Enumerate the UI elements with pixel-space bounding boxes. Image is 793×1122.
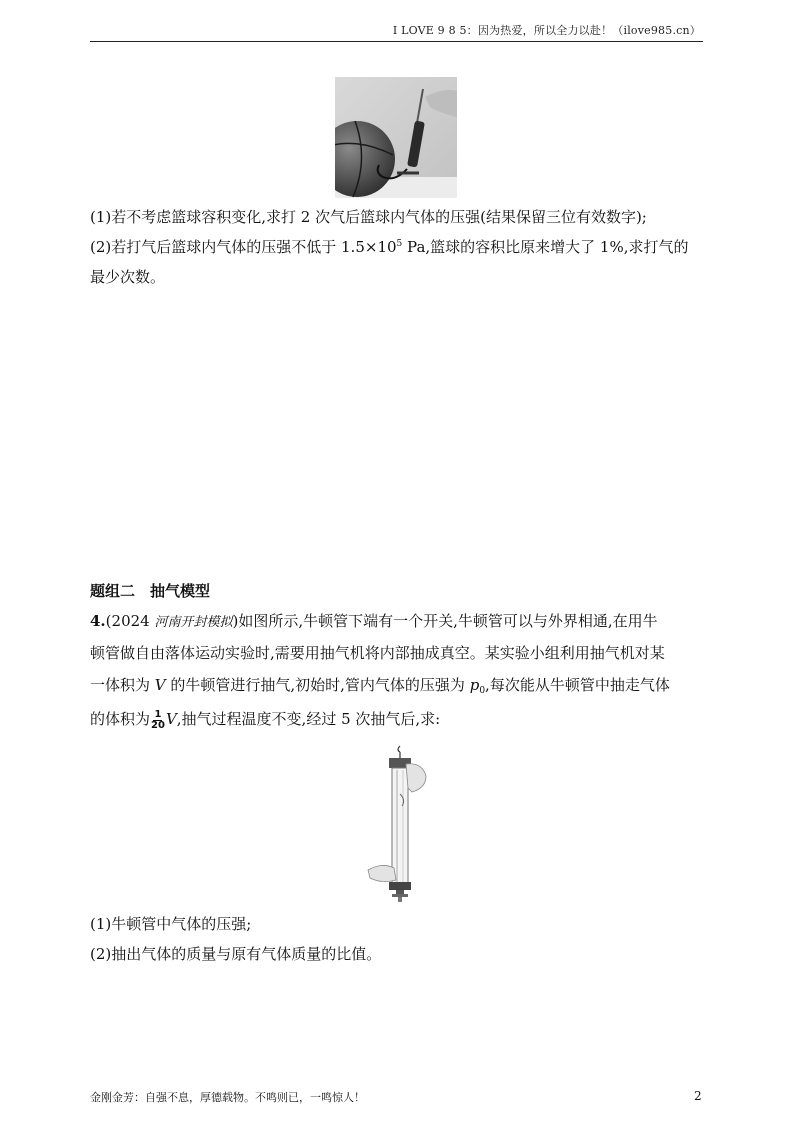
question3-part2: (2)若打气后篮球内气体的压强不低于 $1.5\times 10^5$ Pa,篮球的容积比原来增大了 1%,求打气的	[90, 238, 689, 256]
page-header: I LOVE 9 8 5：因为热爱，所以全力以赴！（ilove985.cn）	[392, 24, 701, 37]
fraction: $\frac{1}{20}$	[151, 708, 165, 731]
section-title: 题组二 抽气模型	[90, 582, 211, 600]
question3-part1: (1)若不考虑篮球容积变化,求打 2 次气后篮球内气体的压强(结果保留三位有效数字);	[90, 208, 647, 226]
basketball-pump-figure	[335, 77, 457, 198]
question4-line1: 4.(2024 河南开封模拟)如图所示,牛顿管下端有一个开关,牛顿管可以与外界相通,在用牛	[90, 612, 658, 630]
question4-line4: 的体积为 $\frac{1}{20}$ V,抽气过程温度不变,经过 5 次抽气后,求:	[90, 708, 441, 731]
header-divider	[90, 41, 703, 42]
question4-part2: (2)抽出气体的质量与原有气体质量的比值。	[90, 945, 382, 963]
question4-line2: 顿管做自由落体运动实验时,需要用抽气机将内部抽成真空。某实验小组利用抽气机对某	[90, 644, 665, 662]
newton-tube-figure	[364, 744, 430, 904]
question3-part2-cont: 最少次数。	[90, 268, 166, 286]
question4-part1: (1)牛顿管中气体的压强;	[90, 915, 252, 933]
question4-line3: 一体积为 V 的牛顿管进行抽气,初始时,管内气体的压强为 $p_0$,每次能从牛顿管中抽走气体	[90, 676, 670, 696]
page-number: 2	[694, 1089, 702, 1103]
page-footer: 金刚金芳：自强不息，厚德载物。不鸣则已，一鸣惊人！	[90, 1091, 365, 1104]
